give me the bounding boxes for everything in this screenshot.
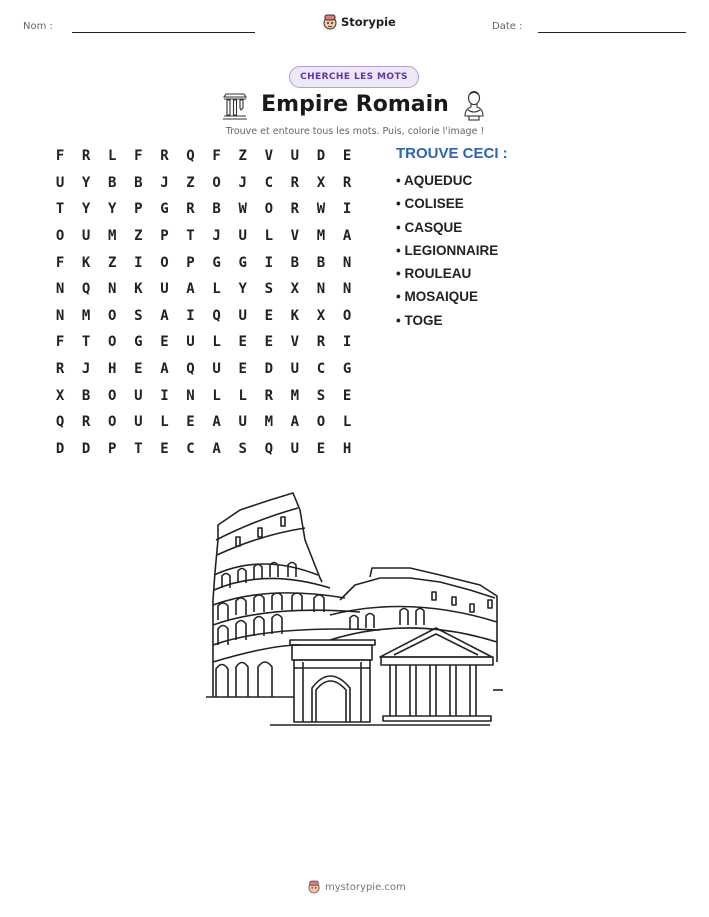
grid-letter[interactable]: E xyxy=(160,440,169,457)
word-list-item: • ROULEAU xyxy=(396,266,472,282)
grid-letter[interactable]: M xyxy=(81,307,91,324)
grid-letter[interactable]: Y xyxy=(108,201,117,218)
grid-letter[interactable]: A xyxy=(160,361,169,378)
grid-letter[interactable]: A xyxy=(212,440,221,457)
grid-letter[interactable]: X xyxy=(290,281,300,298)
grid-letter[interactable]: R xyxy=(342,174,352,191)
word-search-grid xyxy=(47,143,360,462)
grid-letter[interactable]: E xyxy=(134,361,143,378)
grid-letter[interactable]: Z xyxy=(238,148,247,165)
word-list-title: TROUVE CECI : xyxy=(396,145,508,162)
word-list-item: • AQUEDUC xyxy=(396,173,473,188)
word-list-item: • COLISEE xyxy=(396,196,464,212)
grid-letter[interactable]: L xyxy=(264,228,274,245)
grid-letter[interactable]: A xyxy=(160,307,169,324)
grid-letter[interactable]: U xyxy=(134,387,143,404)
grid-letter[interactable]: G xyxy=(160,201,169,218)
brand-logo xyxy=(323,14,396,30)
category-badge: CHERCHE LES MOTS xyxy=(289,66,419,88)
grid-letter[interactable]: N xyxy=(316,281,326,298)
grid-letter[interactable]: R xyxy=(81,414,91,431)
grid-letter[interactable]: Z xyxy=(186,174,195,191)
grid-letter[interactable]: O xyxy=(108,334,117,351)
grid-letter[interactable]: U xyxy=(290,361,300,378)
grid-letter[interactable]: Z xyxy=(108,254,117,271)
grid-letter[interactable]: D xyxy=(316,148,326,165)
grid-letter[interactable]: U xyxy=(160,281,169,298)
grid-letter[interactable]: E xyxy=(264,307,274,324)
grid-letter[interactable]: T xyxy=(55,201,65,218)
grid-letter[interactable]: R xyxy=(290,174,300,191)
word-list-item: • TOGE xyxy=(396,312,443,328)
grid-letter[interactable]: M xyxy=(108,228,117,245)
grid-letter[interactable]: U xyxy=(134,414,143,431)
name-label: Nom : xyxy=(23,21,53,32)
grid-letter[interactable]: O xyxy=(55,228,65,245)
grid-letter[interactable]: A xyxy=(342,228,352,245)
grid-letter[interactable]: G xyxy=(134,334,143,351)
storypie-mascot-icon xyxy=(323,14,337,30)
grid-letter[interactable]: R xyxy=(55,361,65,378)
grid-letter[interactable]: D xyxy=(55,440,65,457)
grid-letter[interactable]: A xyxy=(212,414,221,431)
grid-letter[interactable]: J xyxy=(212,228,221,245)
name-line xyxy=(72,32,255,33)
grid-letter[interactable]: E xyxy=(160,334,169,351)
grid-letter[interactable]: N xyxy=(55,307,65,324)
word-list-item: • LEGIONNAIRE xyxy=(396,242,499,258)
grid-letter[interactable]: U xyxy=(212,361,221,378)
footer xyxy=(308,880,406,894)
grid-letter[interactable]: S xyxy=(264,281,274,298)
grid-letter[interactable]: E xyxy=(264,334,274,351)
grid-letter[interactable]: C xyxy=(264,174,274,191)
grid-letter[interactable]: R xyxy=(186,201,195,218)
grid-letter[interactable]: H xyxy=(108,361,117,378)
grid-letter[interactable]: B xyxy=(108,174,117,191)
grid-letter[interactable]: U xyxy=(238,228,247,245)
grid-letter[interactable]: V xyxy=(290,334,300,351)
grid-letter[interactable]: P xyxy=(134,201,143,218)
grid-letter[interactable]: U xyxy=(238,307,247,324)
grid-letter[interactable]: J xyxy=(238,174,247,191)
grid-letter[interactable]: N xyxy=(55,281,65,298)
grid-letter[interactable]: O xyxy=(160,254,169,271)
grid-letter[interactable]: N xyxy=(186,387,195,404)
grid-letter[interactable]: E xyxy=(238,361,247,378)
grid-letter[interactable]: I xyxy=(342,334,352,351)
grid-letter[interactable]: B xyxy=(290,254,300,271)
instructions: Trouve et entoure tous les mots. Puis, colorie l'image ! xyxy=(225,126,485,137)
grid-letter[interactable]: R xyxy=(160,148,169,165)
grid-letter[interactable]: L xyxy=(212,281,221,298)
grid-letter[interactable]: X xyxy=(316,174,326,191)
grid-letter[interactable]: R xyxy=(81,148,91,165)
grid-letter[interactable]: F xyxy=(134,148,143,165)
grid-letter[interactable]: B xyxy=(212,201,221,218)
grid-letter[interactable]: C xyxy=(186,440,195,457)
grid-letter[interactable]: F xyxy=(212,148,221,165)
grid-letter[interactable]: W xyxy=(238,201,247,218)
grid-letter[interactable]: Q xyxy=(264,440,274,457)
grid-letter[interactable]: E xyxy=(316,440,326,457)
roman-bust-icon xyxy=(462,90,486,122)
grid-letter[interactable]: U xyxy=(55,174,65,191)
grid-letter[interactable]: U xyxy=(290,440,300,457)
grid-letter[interactable]: Y xyxy=(238,281,247,298)
grid-letter[interactable]: B xyxy=(316,254,326,271)
grid-letter[interactable]: O xyxy=(342,307,352,324)
grid-letter[interactable]: V xyxy=(290,228,300,245)
grid-letter[interactable]: F xyxy=(55,254,65,271)
grid-letter[interactable]: C xyxy=(316,361,326,378)
grid-letter[interactable]: F xyxy=(55,334,65,351)
grid-letter[interactable]: G xyxy=(238,254,247,271)
date-line xyxy=(538,32,686,33)
grid-letter[interactable]: F xyxy=(55,148,65,165)
grid-letter[interactable]: K xyxy=(290,307,300,324)
grid-letter[interactable]: I xyxy=(342,201,352,218)
grid-letter[interactable]: O xyxy=(316,414,326,431)
grid-letter[interactable]: O xyxy=(212,174,221,191)
grid-letter[interactable]: O xyxy=(264,201,274,218)
grid-letter[interactable]: I xyxy=(264,254,274,271)
grid-letter[interactable]: P xyxy=(160,228,169,245)
grid-letter[interactable]: L xyxy=(212,334,221,351)
grid-letter[interactable]: L xyxy=(238,387,247,404)
grid-letter[interactable]: N xyxy=(342,281,352,298)
grid-letter[interactable]: R xyxy=(316,334,326,351)
grid-letter[interactable]: M xyxy=(264,414,274,431)
brand-name: Storypie xyxy=(341,15,396,29)
grid-letter[interactable]: O xyxy=(108,307,117,324)
grid-letter[interactable]: Y xyxy=(81,201,91,218)
word-list-item: • MOSAIQUE xyxy=(396,289,478,305)
grid-letter[interactable]: T xyxy=(134,440,143,457)
grid-letter[interactable]: X xyxy=(316,307,326,324)
grid-letter[interactable]: T xyxy=(81,334,91,351)
grid-letter[interactable]: X xyxy=(55,387,65,404)
grid-letter[interactable]: E xyxy=(342,387,352,404)
grid-letter[interactable]: L xyxy=(342,414,352,431)
grid-letter[interactable]: D xyxy=(81,440,91,457)
grid-letter[interactable]: U xyxy=(81,228,91,245)
grid-letter[interactable]: P xyxy=(108,440,117,457)
grid-letter[interactable]: O xyxy=(108,387,117,404)
grid-letter[interactable]: M xyxy=(316,228,326,245)
word-list xyxy=(396,170,498,333)
grid-letter[interactable]: Q xyxy=(186,361,195,378)
grid-letter[interactable]: Q xyxy=(212,307,221,324)
storypie-mascot-icon xyxy=(308,880,320,894)
grid-letter[interactable]: N xyxy=(108,281,117,298)
grid-letter[interactable]: R xyxy=(290,201,300,218)
grid-letter[interactable]: N xyxy=(342,254,352,271)
grid-letter[interactable]: M xyxy=(290,387,300,404)
grid-letter[interactable]: L xyxy=(212,387,221,404)
grid-letter[interactable]: Q xyxy=(186,148,195,165)
grid-letter[interactable]: D xyxy=(264,361,274,378)
grid-letter[interactable]: E xyxy=(186,414,195,431)
grid-letter[interactable]: K xyxy=(134,281,143,298)
grid-letter[interactable]: O xyxy=(108,414,117,431)
grid-letter[interactable]: U xyxy=(186,334,195,351)
grid-letter[interactable]: R xyxy=(264,387,274,404)
grid-letter[interactable]: B xyxy=(81,387,91,404)
grid-letter[interactable]: Q xyxy=(81,281,91,298)
grid-letter[interactable]: E xyxy=(342,148,352,165)
page-title: Empire Romain xyxy=(261,92,449,117)
grid-letter[interactable]: A xyxy=(290,414,300,431)
grid-letter[interactable]: Q xyxy=(55,414,65,431)
grid-letter[interactable]: S xyxy=(238,440,247,457)
grid-letter[interactable]: I xyxy=(134,254,143,271)
grid-letter[interactable]: U xyxy=(238,414,247,431)
grid-letter[interactable]: S xyxy=(134,307,143,324)
grid-letter[interactable]: G xyxy=(212,254,221,271)
grid-letter[interactable]: T xyxy=(186,228,195,245)
colosseum-illustration xyxy=(200,488,510,733)
grid-letter[interactable]: Z xyxy=(134,228,143,245)
word-list-item: • CASQUE xyxy=(396,219,463,235)
grid-letter[interactable]: J xyxy=(160,174,169,191)
grid-letter[interactable]: W xyxy=(316,201,326,218)
grid-letter[interactable]: K xyxy=(81,254,91,271)
grid-letter[interactable]: U xyxy=(290,148,300,165)
grid-letter[interactable]: I xyxy=(186,307,195,324)
grid-letter[interactable]: I xyxy=(160,387,169,404)
grid-letter[interactable]: P xyxy=(186,254,195,271)
grid-letter[interactable]: V xyxy=(264,148,274,165)
grid-letter[interactable]: E xyxy=(238,334,247,351)
grid-letter[interactable]: Y xyxy=(81,174,91,191)
grid-letter[interactable]: H xyxy=(342,440,352,457)
grid-letter[interactable]: S xyxy=(316,387,326,404)
footer-site: mystorypie.com xyxy=(325,881,406,893)
grid-letter[interactable]: L xyxy=(160,414,169,431)
grid-letter[interactable]: B xyxy=(134,174,143,191)
date-label: Date : xyxy=(492,21,523,32)
grid-letter[interactable]: L xyxy=(108,148,117,165)
grid-letter[interactable]: A xyxy=(186,281,195,298)
grid-letter[interactable]: G xyxy=(342,361,352,378)
grid-letter[interactable]: J xyxy=(81,361,91,378)
